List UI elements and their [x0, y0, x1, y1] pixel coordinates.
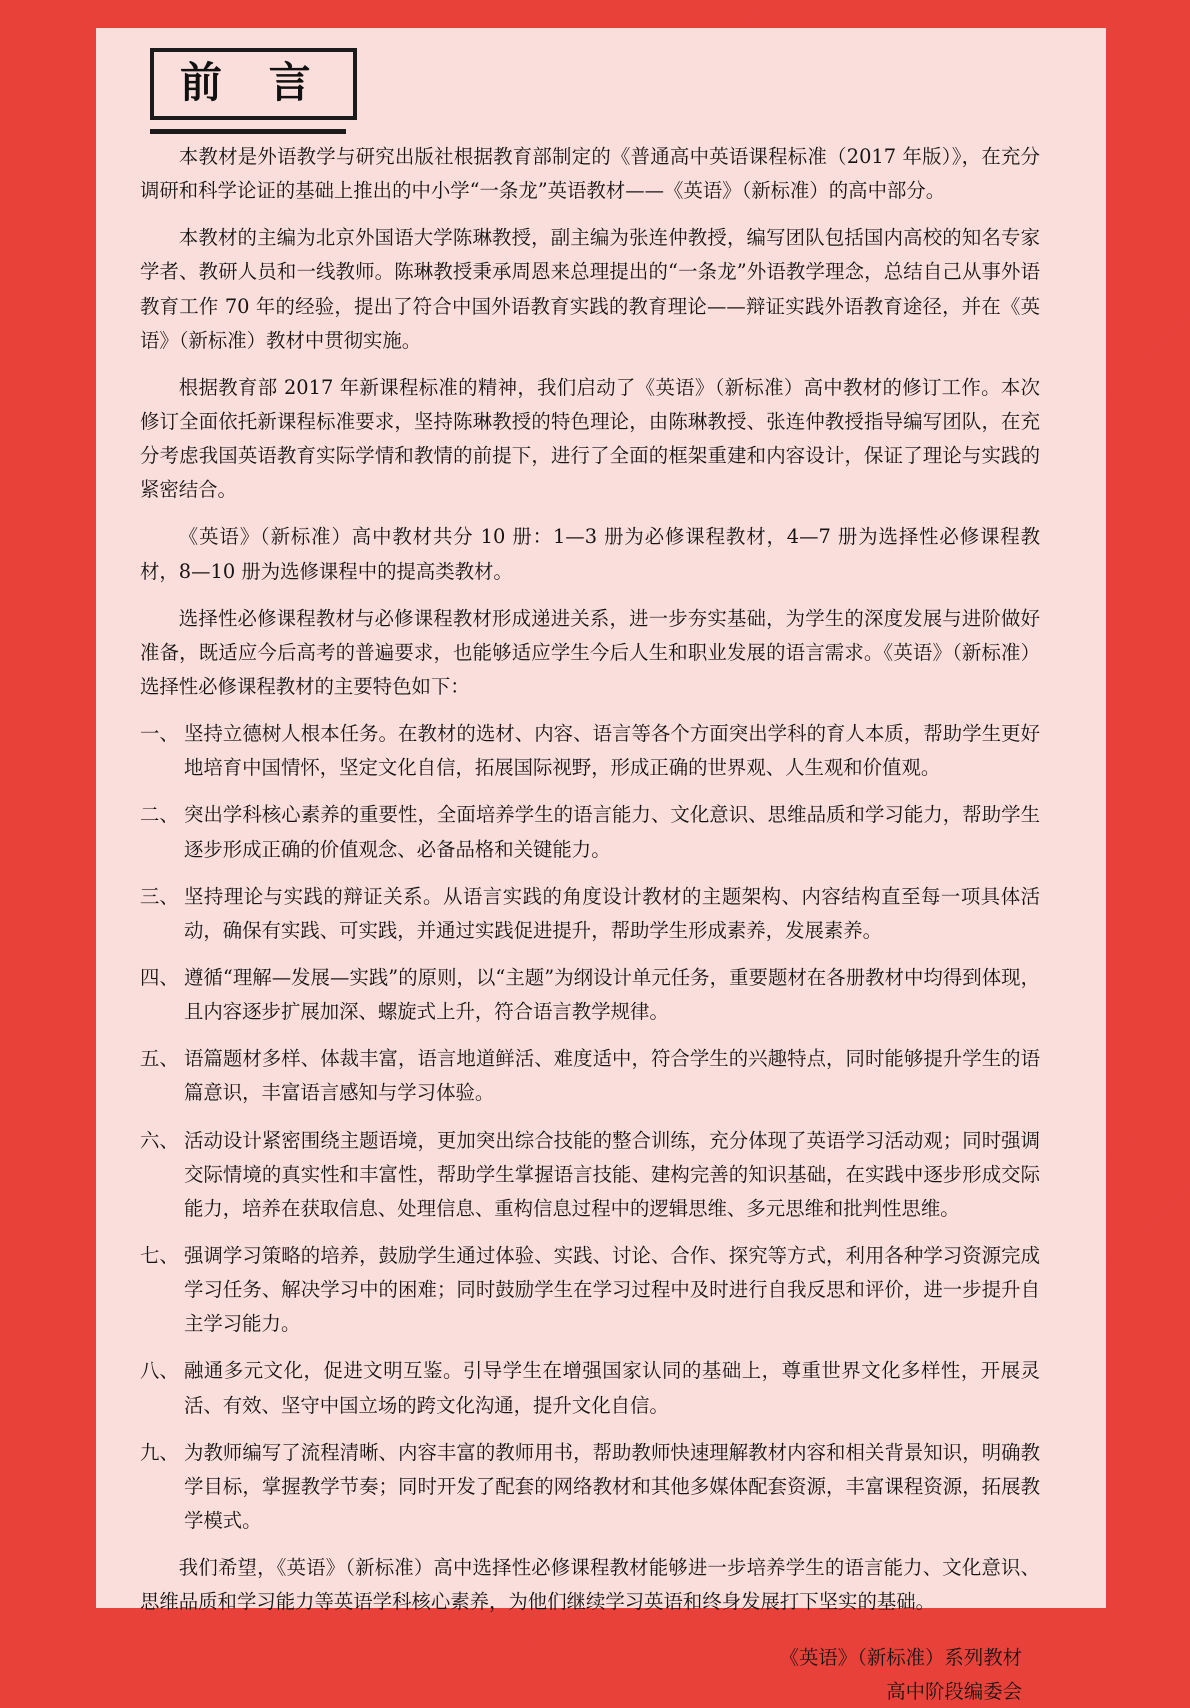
list-item-text: 突出学科核心素养的重要性，全面培养学生的语言能力、文化意识、思维品质和学习能力，帮助学生逐步形成正确的价值观念、必备品格和关键能力。 [184, 803, 1040, 861]
list-item [140, 717, 1040, 785]
list-item-text: 坚持立德树人根本任务。在教材的选材、内容、语言等各个方面突出学科的育人本质，帮助学生更好地培育中国情怀，坚定文化自信，拓展国际视野，形成正确的世界观、人生观和价值观。 [184, 722, 1040, 780]
list-item [140, 1042, 1040, 1110]
paragraph: 本教材的主编为北京外国语大学陈琳教授，副主编为张连仲教授，编写团队包括国内高校的知名专家学者、教研人员和一线教师。陈琳教授秉承周恩来总理提出的“一条龙”外语教学理念，总结自己从事外语教育工作 70 年的经验，提出了符合中国外语教育实践的教育理论——辩证实践外语教育途径，并在《英语》（新标准）教材中贯彻实施。 [140, 226, 1040, 352]
preface-body [140, 140, 1040, 1708]
list-item-number: 九、 [140, 1440, 179, 1464]
list-item-number: 八、 [140, 1359, 179, 1383]
paragraph: 本教材是外语教学与研究出版社根据教育部制定的《普通高中英语课程标准（2017 年版）》，在充分调研和科学论证的基础上推出的中小学“一条龙”英语教材——《英语》（新标准）的高中部分。 [140, 145, 1041, 203]
paragraph: 《英语》（新标准）高中教材共分 10 册：1—3 册为必修课程教材，4—7 册为选择性必修课程教材，8—10 册为选修课程中的提高类教材。 [140, 525, 1040, 583]
list-item-number: 七、 [140, 1243, 179, 1267]
list-item [140, 1354, 1040, 1422]
paragraph: 根据教育部 2017 年新课程标准的精神，我们启动了《英语》（新标准）高中教材的修订工作。本次修订全面依托新课程标准要求，坚持陈琳教授的特色理论，由陈琳教授、张连仲教授指导编写团队，在充分考虑我国英语教育实际学情和教情的前提下，进行了全面的框架重建和内容设计，保证了理论与实践的紧密结合。 [140, 375, 1040, 502]
list-item-number: 三、 [140, 884, 179, 908]
list-item-text: 坚持理论与实践的辩证关系。从语言实践的角度设计教材的主题架构、内容结构直至每一项具体活动，确保有实践、可实践，并通过实践促进提升，帮助学生形成素养，发展素养。 [184, 884, 1040, 942]
paragraph: 选择性必修课程教材与必修课程教材形成递进关系，进一步夯实基础，为学生的深度发展与进阶做好准备，既适应今后高考的普遍要求，也能够适应学生今后人生和职业发展的语言需求。《英语》（新标准）选择性必修课程教材的主要特色如下： [140, 606, 1040, 698]
signature-line-2: 高中阶段编委会 [886, 1679, 1022, 1703]
signature-line-1: 《英语》（新标准）系列教材 [779, 1646, 1022, 1670]
list-item [140, 1239, 1040, 1341]
list-item-text: 强调学习策略的培养，鼓励学生通过体验、实践、讨论、合作、探究等方式，利用各种学习资源完成学习任务、解决学习中的困难；同时鼓励学生在学习过程中及时进行自我反思和评价，进一步提升自主学习能力。 [184, 1243, 1040, 1336]
closing-paragraph: 我们希望，《英语》（新标准）高中选择性必修课程教材能够进一步培养学生的语言能力、文化意识、思维品质和学习能力等英语学科核心素养，为他们继续学习英语和终身发展打下坚实的基础。 [140, 1556, 1040, 1614]
list-item-number: 一、 [140, 722, 179, 746]
page-title-frame [150, 48, 357, 120]
list-item-number: 二、 [140, 803, 179, 827]
list-item-text: 为教师编写了流程清晰、内容丰富的教师用书，帮助教师快速理解教材内容和相关背景知识，明确教学目标，掌握教学节奏；同时开发了配套的网络教材和其他多媒体配套资源，丰富课程资源，拓展教学模式。 [184, 1440, 1040, 1532]
page-title-block [150, 48, 357, 134]
list-item [140, 961, 1040, 1029]
page-title: 前 言 [180, 58, 327, 107]
list-item-text: 遵循“理解—发展—实践”的原则，以“主题”为纲设计单元任务，重要题材在各册教材中均得到体现，且内容逐步扩展加深、螺旋式上升，符合语言教学规律。 [184, 965, 1040, 1024]
list-item-text: 活动设计紧密围绕主题语境，更加突出综合技能的整合训练，充分体现了英语学习活动观；同时强调交际情境的真实性和丰富性，帮助学生掌握语言技能、建构完善的知识基础，在实践中逐步形成交际能力，培养在获取信息、处理信息、重构信息过程中的逻辑思维、多元思维和批判性思维。 [184, 1128, 1040, 1220]
list-item [140, 1124, 1040, 1226]
signature-block [140, 1641, 1040, 1708]
list-item-number: 四、 [140, 965, 179, 989]
list-item [140, 880, 1040, 948]
list-item [140, 798, 1040, 866]
title-underline [150, 129, 346, 134]
list-item [140, 1436, 1040, 1538]
list-item-number: 五、 [140, 1047, 179, 1071]
list-item-text: 语篇题材多样、体裁丰富，语言地道鲜活、难度适中，符合学生的兴趣特点，同时能够提升学生的语篇意识，丰富语言感知与学习体验。 [184, 1047, 1040, 1105]
list-item-text: 融通多元文化，促进文明互鉴。引导学生在增强国家认同的基础上，尊重世界文化多样性，开展灵活、有效、坚守中国立场的跨文化沟通，提升文化自信。 [184, 1359, 1040, 1417]
list-item-number: 六、 [140, 1128, 179, 1152]
